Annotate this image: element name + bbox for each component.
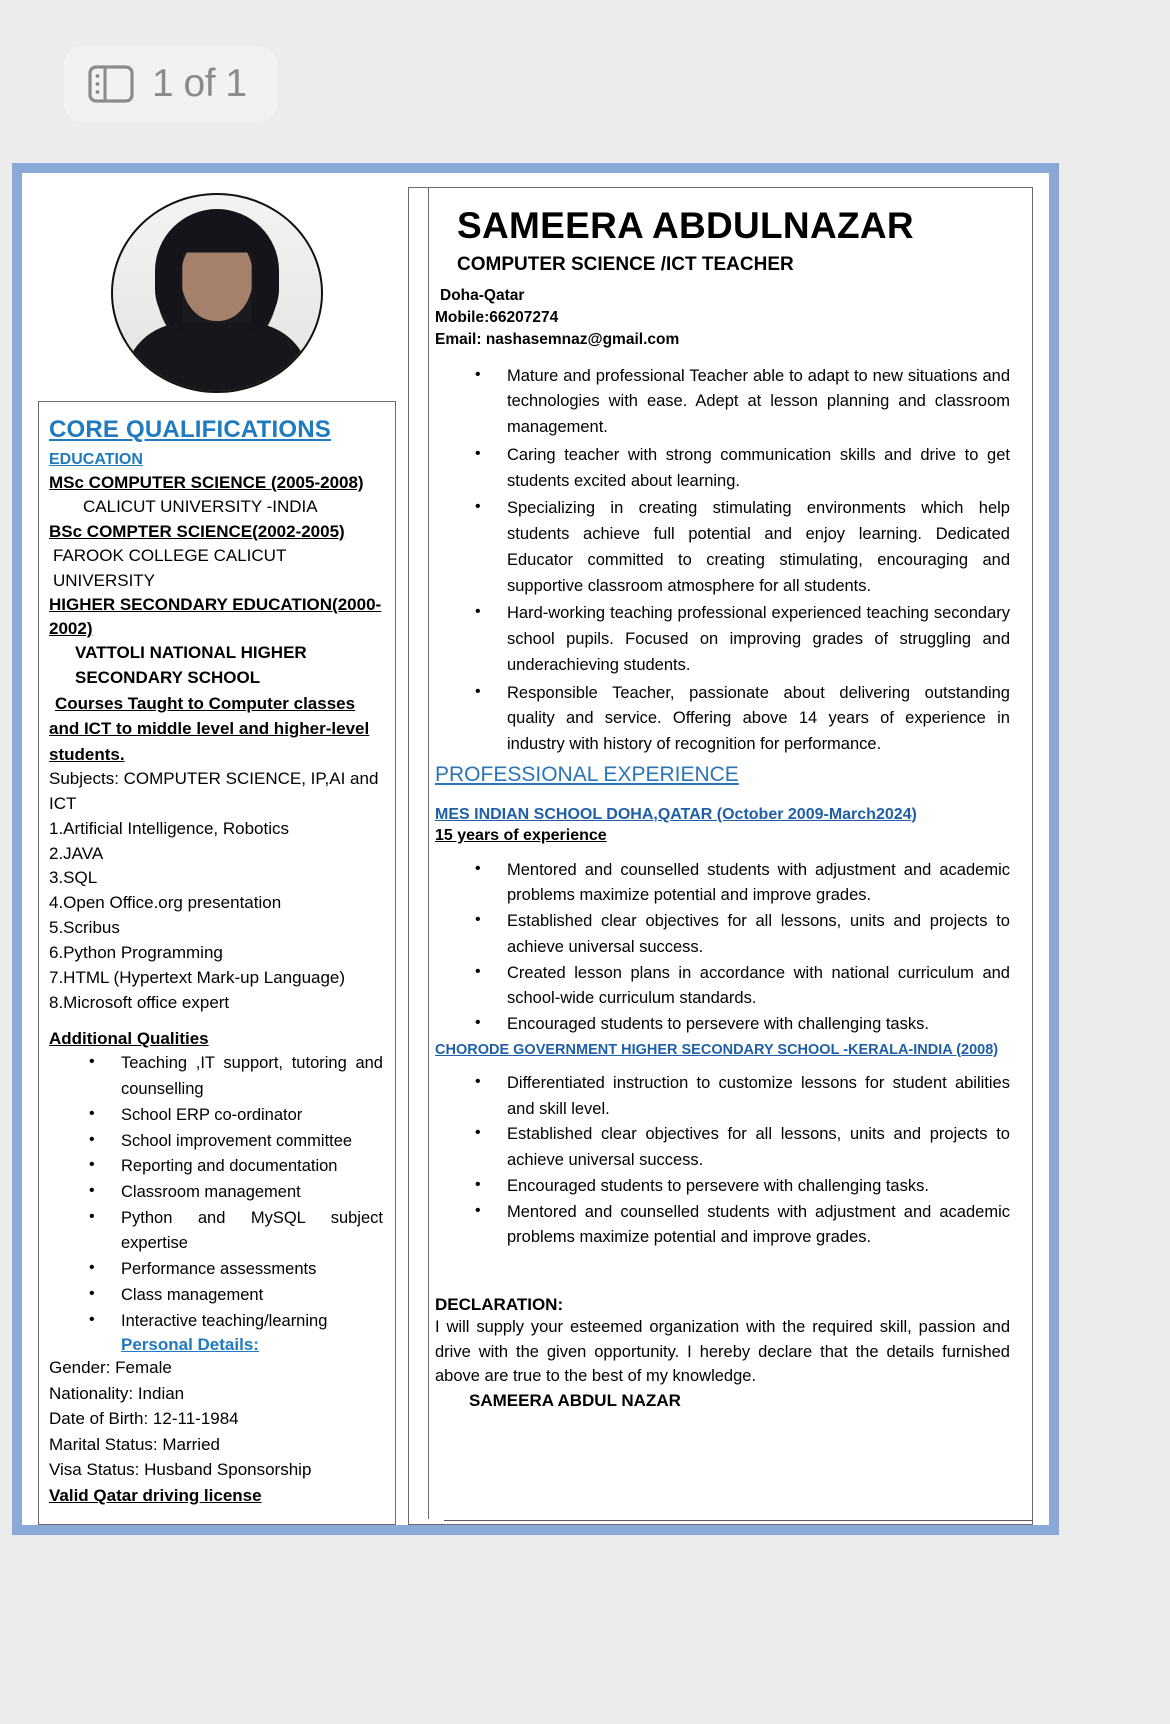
additional-qualities-heading: Additional Qualities (49, 1029, 209, 1049)
courses-taught-line-2: and ICT to middle level and higher-level (49, 719, 370, 739)
courses-taught-line-1: Courses Taught to Computer classes (55, 693, 356, 713)
page-bottom-rule (444, 1520, 1033, 1521)
page-indicator-bar (64, 46, 277, 122)
subject-item: 1.Artificial Intelligence, Robotics (49, 818, 290, 838)
subject-item: 2.JAVA (49, 843, 104, 863)
personal-detail-row: Gender: Female (49, 1358, 172, 1378)
higher-secondary-line-1: HIGHER SECONDARY EDUCATION(2000- (49, 595, 382, 615)
list-item: • Classroom management (49, 1180, 385, 1206)
additional-qualities-list (49, 1051, 385, 1334)
contact-email[interactable]: Email: nashasemnaz@gmail.com (435, 330, 680, 348)
education-degree: MSc COMPUTER SCIENCE (2005-2008) (49, 473, 364, 492)
list-item: • School improvement committee (49, 1129, 385, 1155)
list-item: • Mentored and counselled students with adjustment and academic problems maximize potential and improve grades. (435, 1200, 1010, 1251)
courses-taught-line-3: students. (49, 744, 125, 764)
personal-detail-row: Visa Status: Husband Sponsorship (49, 1460, 312, 1480)
column-divider (428, 187, 429, 1519)
subject-item: 5.Scribus (49, 918, 120, 938)
resume-page (22, 173, 1049, 1525)
hs-school-line-1: VATTOLI NATIONAL HIGHER (75, 643, 307, 663)
professional-experience-heading: PROFESSIONAL EXPERIENCE (435, 762, 739, 786)
declaration-heading: DECLARATION: (435, 1294, 564, 1314)
hs-school-line-2: SECONDARY SCHOOL (75, 668, 261, 688)
list-item: • School ERP co-ordinator (49, 1103, 385, 1129)
right-column (408, 187, 1033, 1525)
candidate-name: SAMEERA ABDULNAZAR (457, 205, 914, 246)
list-item: • Specializing in creating stimulating environments which help students achieve full potential and enjoy learning. Dedicated Educator committed to creating stimulating, encouraging and supportive classroom atmosphere for all students. (435, 496, 1010, 599)
list-item: • Encouraged students to persevere with challenging tasks. (435, 1174, 1010, 1200)
summary-list (435, 364, 1010, 758)
main-content-box (408, 187, 1033, 1525)
list-item: • Mentored and counselled students with adjustment and academic problems maximize potential and improve grades. (435, 858, 1010, 909)
page-indicator-pill[interactable] (64, 46, 277, 122)
higher-secondary-line-2: 2002) (49, 619, 93, 639)
list-item: • Established clear objectives for all lessons, units and projects to achieve universal success. (435, 1122, 1010, 1173)
document-frame (12, 163, 1059, 1535)
personal-details-heading: Personal Details: (121, 1335, 259, 1355)
job-subtitle: 15 years of experience (435, 826, 607, 844)
list-item: • Encouraged students to persevere with challenging tasks. (435, 1012, 1010, 1038)
subject-item: 6.Python Programming (49, 942, 223, 962)
page-indicator-label: 1 of 1 (152, 62, 247, 105)
photo-container (38, 187, 396, 399)
subject-item: 7.HTML (Hypertext Mark-up Language) (49, 967, 346, 987)
list-item: • Class management (49, 1283, 385, 1309)
list-item: • Reporting and documentation (49, 1154, 385, 1180)
education-heading: EDUCATION (49, 451, 143, 468)
job-bullets (435, 1071, 1010, 1251)
job-title: CHORODE GOVERNMENT HIGHER SECONDARY SCHOOL -KERALA-INDIA (2008) (435, 1041, 999, 1058)
personal-detail-row: Marital Status: Married (49, 1434, 220, 1454)
list-item: • Teaching ,IT support, tutoring and counselling (49, 1051, 385, 1102)
contact-mobile: Mobile:66207274 (435, 308, 559, 326)
list-item: • Created lesson plans in accordance with national curriculum and school-wide curriculum standards. (435, 961, 1010, 1012)
personal-detail-row: Nationality: Indian (49, 1383, 185, 1403)
list-item: • Caring teacher with strong communication skills and drive to get students excited about learning. (435, 443, 1010, 494)
subjects-label: Subjects: COMPUTER SCIENCE, IP,AI and ICT (49, 769, 379, 814)
list-item: • Established clear objectives for all lessons, units and projects to achieve universal success. (435, 909, 1010, 960)
education-school: CALICUT UNIVERSITY -INDIA (83, 497, 318, 517)
core-qualifications-heading: CORE QUALIFICATIONS (49, 416, 332, 443)
list-item: • Differentiated instruction to customize lessons for student abilities and skill level. (435, 1071, 1010, 1122)
list-item: • Performance assessments (49, 1257, 385, 1283)
profile-photo (111, 193, 323, 393)
education-school: FAROOK COLLEGE CALICUT UNIVERSITY (53, 545, 287, 590)
subject-item: 3.SQL (49, 868, 98, 888)
driving-license-row: Valid Qatar driving license (49, 1485, 262, 1505)
list-item: • Interactive teaching/learning (49, 1309, 385, 1335)
contact-location: Doha-Qatar (440, 286, 525, 304)
core-qualifications-box (38, 401, 396, 1525)
list-item: • Hard-working teaching professional experienced teaching secondary school pupils. Focused on improving grades of struggling and underachieving students. (435, 601, 1010, 678)
declaration-signature: SAMEERA ABDUL NAZAR (469, 1391, 681, 1411)
contact-block (435, 285, 1010, 351)
panel-layout-icon (88, 64, 134, 104)
job-bullets (435, 858, 1010, 1038)
list-item: • Mature and professional Teacher able to adapt to new situations and technologies with ease. Adept at lesson planning and classroom management. (435, 364, 1010, 441)
candidate-role: COMPUTER SCIENCE /ICT TEACHER (457, 253, 794, 275)
left-column (38, 187, 396, 1525)
job-title: MES INDIAN SCHOOL DOHA,QATAR (October 2009-March2024) (435, 805, 917, 823)
personal-detail-row: Date of Birth: 12-11-1984 (49, 1409, 239, 1429)
list-item: • Python and MySQL subject expertise (49, 1206, 385, 1257)
declaration-body: I will supply your esteemed organization with the required skill, passion and drive with the given opportunity. I hereby declare that the details furnished above are true to the best of my knowledge. (435, 1317, 1010, 1386)
education-degree: BSc COMPTER SCIENCE(2002-2005) (49, 521, 345, 541)
subject-item: 8.Microsoft office expert (49, 992, 230, 1012)
subject-item: 4.Open Office.org presentation (49, 893, 282, 913)
list-item: • Responsible Teacher, passionate about delivering outstanding quality and service. Offering above 14 years of experience in industry with history of recognition for performance. (435, 681, 1010, 758)
